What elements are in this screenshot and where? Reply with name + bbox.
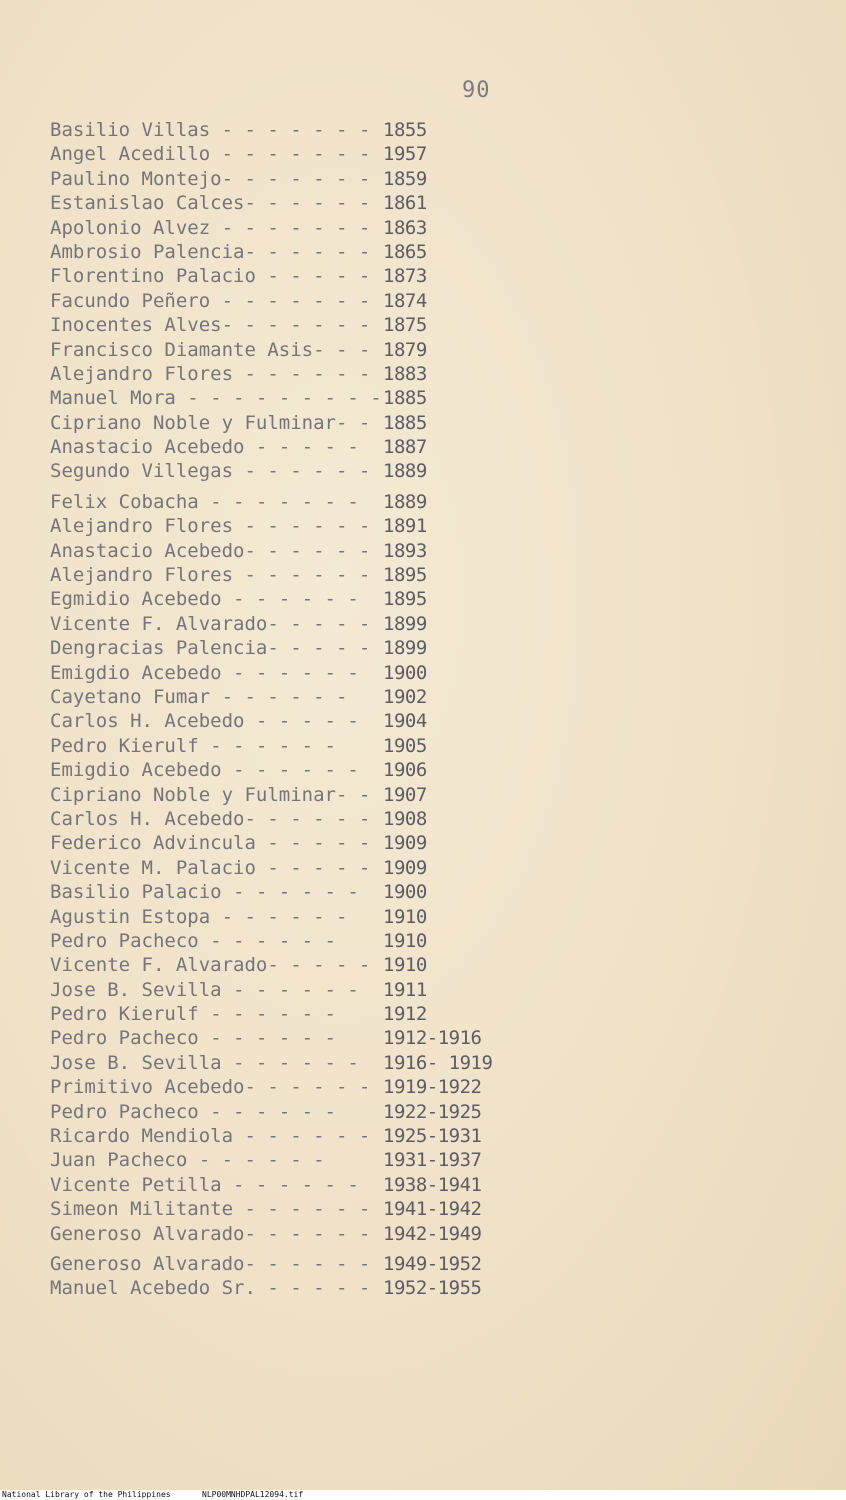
scan-filename: NLP00MNHDPAL12094.tif xyxy=(202,1490,304,1499)
entry-year: 1910 xyxy=(383,954,427,977)
list-item xyxy=(50,831,570,855)
entry-name: Basilio Palacio - - - - - - xyxy=(50,881,359,904)
list-item xyxy=(50,709,570,733)
list-item xyxy=(50,880,570,904)
entry-name: Vicente M. Palacio - - - - - xyxy=(50,856,371,879)
entry-year: 1910 xyxy=(383,929,427,952)
entry-year: 1916- 1919 xyxy=(383,1051,493,1074)
scan-footer xyxy=(0,1490,846,1500)
entry-name: Federico Advincula - - - - - xyxy=(50,832,371,855)
entry-name: Emigdio Acebedo - - - - - - xyxy=(50,661,359,684)
entry-year: 1855 xyxy=(383,119,427,141)
entry-year: 1908 xyxy=(383,807,427,830)
entry-year: 1941-1942 xyxy=(383,1198,482,1221)
list-item xyxy=(50,612,570,636)
entry-name: Manuel Mora - - - - - - - - - xyxy=(50,387,382,410)
entry-year: 1952-1955 xyxy=(383,1277,482,1300)
list-item xyxy=(50,661,570,685)
entry-name: Generoso Alvarado- - - - - - xyxy=(50,1222,371,1245)
list-item xyxy=(50,142,570,166)
list-item xyxy=(50,1276,570,1300)
entry-name: Emigdio Acebedo - - - - - - xyxy=(50,759,359,782)
entry-name: Basilio Villas - - - - - - - xyxy=(50,119,371,141)
list-item xyxy=(50,216,570,240)
list-item xyxy=(50,636,570,660)
list-item xyxy=(50,264,570,288)
entry-year: 1874 xyxy=(383,289,427,312)
entry-year: 1912 xyxy=(383,1003,427,1026)
entry-name: Generoso Alvarado- - - - - - xyxy=(50,1252,371,1275)
list-item xyxy=(50,289,570,313)
list-item xyxy=(50,1002,570,1026)
list-item xyxy=(50,685,570,709)
entry-year: 1879 xyxy=(383,338,427,361)
entry-name: Alejandro Flores - - - - - - xyxy=(50,362,371,385)
list-item xyxy=(50,807,570,831)
list-item xyxy=(50,191,570,215)
entry-name: Ricardo Mendiola - - - - - - xyxy=(50,1125,371,1148)
entry-year: 1899 xyxy=(383,612,427,635)
entry-year: 1889 xyxy=(383,460,427,483)
entry-year: 1883 xyxy=(383,362,427,385)
entry-year: 1922-1925 xyxy=(383,1100,482,1123)
list-item xyxy=(50,362,570,386)
list-item xyxy=(50,978,570,1002)
entry-year: 1902 xyxy=(383,685,427,708)
library-credit: National Library of the Philippines xyxy=(2,1490,171,1499)
list-item xyxy=(50,240,570,264)
entry-year: 1909 xyxy=(383,832,427,855)
entry-name: Jose B. Sevilla - - - - - - xyxy=(50,978,359,1001)
list-item xyxy=(50,905,570,929)
list-item xyxy=(50,1100,570,1124)
entry-name: Apolonio Alvez - - - - - - - xyxy=(50,216,371,239)
entry-list xyxy=(50,118,570,1301)
list-item xyxy=(50,435,570,459)
entry-name: Pedro Kierulf - - - - - - xyxy=(50,734,336,757)
entry-name: Pedro Pacheco - - - - - - xyxy=(50,1100,336,1123)
list-item xyxy=(50,459,570,483)
entry-name: Anastacio Acebedo - - - - - xyxy=(50,436,359,459)
list-item xyxy=(50,118,570,142)
list-item xyxy=(50,1051,570,1075)
entry-name: Egmidio Acebedo - - - - - - xyxy=(50,588,359,611)
list-item xyxy=(50,1222,570,1246)
entry-year: 1900 xyxy=(383,881,427,904)
entry-name: Pedro Kierulf - - - - - - xyxy=(50,1003,336,1026)
entry-year: 1861 xyxy=(383,192,427,215)
entry-year: 1873 xyxy=(383,265,427,288)
entry-year: 1885 xyxy=(383,387,427,410)
entry-name: Vicente F. Alvarado- - - - - xyxy=(50,954,371,977)
entry-name: Inocentes Alves- - - - - - - xyxy=(50,314,371,337)
list-item xyxy=(50,338,570,362)
entry-year: 1938-1941 xyxy=(383,1173,482,1196)
list-item xyxy=(50,1124,570,1148)
list-item xyxy=(50,734,570,758)
entry-name: Florentino Palacio - - - - - xyxy=(50,265,371,288)
entry-year: 1859 xyxy=(383,167,427,190)
list-item xyxy=(50,1173,570,1197)
entry-year: 1889 xyxy=(383,490,427,513)
entry-name: Alejandro Flores - - - - - - xyxy=(50,515,371,538)
entry-name: Segundo Villegas - - - - - - xyxy=(50,460,371,483)
list-item xyxy=(50,758,570,782)
list-item xyxy=(50,1148,570,1172)
list-item xyxy=(50,313,570,337)
list-item xyxy=(50,386,570,410)
entry-year: 1925-1931 xyxy=(383,1125,482,1148)
entry-name: Simeon Militante - - - - - - xyxy=(50,1198,371,1221)
entry-name: Angel Acedillo - - - - - - - xyxy=(50,143,371,166)
list-item xyxy=(50,539,570,563)
entry-year: 1895 xyxy=(383,588,427,611)
entry-name: Ambrosio Palencia- - - - - - xyxy=(50,240,371,263)
list-item xyxy=(50,929,570,953)
entry-name: Estanislao Calces- - - - - - xyxy=(50,192,371,215)
entry-name: Francisco Diamante Asis- - - xyxy=(50,338,371,361)
list-item xyxy=(50,514,570,538)
list-item xyxy=(50,167,570,191)
entry-year: 1907 xyxy=(383,783,427,806)
entry-year: 1909 xyxy=(383,856,427,879)
page-number: 90 xyxy=(462,78,491,103)
entry-year: 1949-1952 xyxy=(383,1252,482,1275)
entry-name: Dengracias Palencia- - - - - xyxy=(50,637,371,660)
entry-year: 1911 xyxy=(383,978,427,1001)
entry-name: Vicente Petilla - - - - - - xyxy=(50,1173,359,1196)
entry-year: 1885 xyxy=(383,411,427,434)
entry-year: 1910 xyxy=(383,905,427,928)
list-item xyxy=(50,953,570,977)
entry-year: 1919-1922 xyxy=(383,1076,482,1099)
entry-year: 1875 xyxy=(383,314,427,337)
list-item xyxy=(50,490,570,514)
entry-name: Cipriano Noble y Fulminar- - xyxy=(50,411,371,434)
entry-name: Facundo Peñero - - - - - - - xyxy=(50,289,371,312)
list-item xyxy=(50,1197,570,1221)
entry-name: Alejandro Flores - - - - - - xyxy=(50,564,371,587)
entry-name: Pedro Pacheco - - - - - - xyxy=(50,1027,336,1050)
entry-year: 1895 xyxy=(383,564,427,587)
entry-name: Jose B. Sevilla - - - - - - xyxy=(50,1051,359,1074)
list-item xyxy=(50,587,570,611)
entry-name: Juan Pacheco - - - - - - xyxy=(50,1149,325,1172)
entry-year: 1904 xyxy=(383,710,427,733)
entry-name: Felix Cobacha - - - - - - - xyxy=(50,490,359,513)
entry-name: Manuel Acebedo Sr. - - - - - xyxy=(50,1277,371,1300)
list-item xyxy=(50,563,570,587)
list-item xyxy=(50,1252,570,1276)
entry-year: 1906 xyxy=(383,759,427,782)
list-item xyxy=(50,856,570,880)
entry-name: Pedro Pacheco - - - - - - xyxy=(50,929,336,952)
entry-year: 1899 xyxy=(383,637,427,660)
entry-name: Anastacio Acebedo- - - - - - xyxy=(50,539,371,562)
entry-year: 1912-1916 xyxy=(383,1027,482,1050)
entry-year: 1865 xyxy=(383,240,427,263)
entry-name: Vicente F. Alvarado- - - - - xyxy=(50,612,371,635)
entry-name: Primitivo Acebedo- - - - - - xyxy=(50,1076,371,1099)
entry-year: 1891 xyxy=(383,515,427,538)
entry-name: Paulino Montejo- - - - - - - xyxy=(50,167,371,190)
entry-year: 1957 xyxy=(383,143,427,166)
entry-year: 1887 xyxy=(383,436,427,459)
list-item xyxy=(50,783,570,807)
entry-year: 1900 xyxy=(383,661,427,684)
list-item xyxy=(50,1026,570,1050)
entry-year: 1942-1949 xyxy=(383,1222,482,1245)
entry-name: Agustin Estopa - - - - - - xyxy=(50,905,348,928)
entry-name: Carlos H. Acebedo - - - - - xyxy=(50,710,359,733)
entry-year: 1931-1937 xyxy=(383,1149,482,1172)
entry-year: 1863 xyxy=(383,216,427,239)
list-item xyxy=(50,1075,570,1099)
entry-year: 1905 xyxy=(383,734,427,757)
list-item xyxy=(50,411,570,435)
entry-name: Carlos H. Acebedo- - - - - - xyxy=(50,807,371,830)
entry-name: Cayetano Fumar - - - - - - xyxy=(50,685,348,708)
entry-name: Cipriano Noble y Fulminar- - xyxy=(50,783,371,806)
entry-year: 1893 xyxy=(383,539,427,562)
